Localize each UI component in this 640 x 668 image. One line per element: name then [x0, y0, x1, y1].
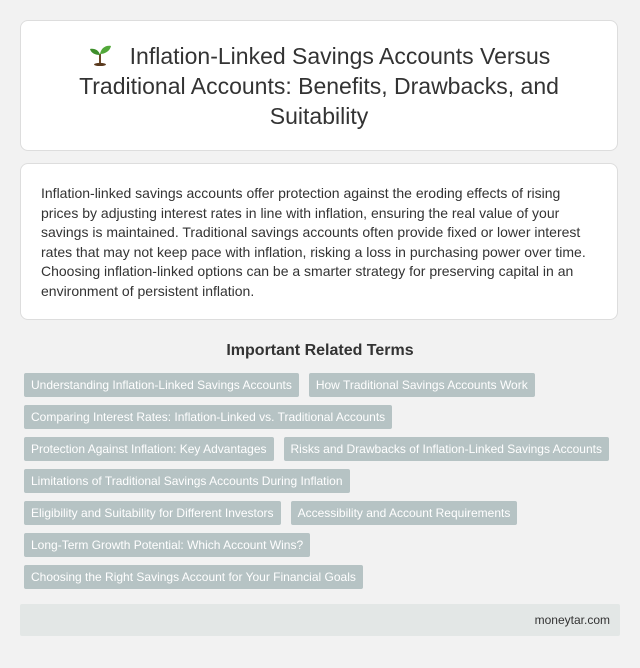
summary-card [20, 163, 618, 320]
term-row [21, 405, 621, 429]
term-tag[interactable]: Protection Against Inflation: Key Advantages [24, 437, 274, 461]
summary-text: Inflation-linked savings accounts offer protection against the eroding effects of rising prices by adjusting interest rates in line with inflation, ensuring the real value of your savings is maintained. Traditional savings accounts often provide fixed or lower interest rates that may not keep pace with inflation, risking a loss in purchasing power over time. Choosing inflation-linked options can be a smarter strategy for preserving capital in an environment of persistent inflation. [41, 185, 586, 299]
title-card [20, 20, 618, 151]
footer [20, 604, 620, 636]
term-row [21, 437, 621, 461]
term-row [21, 565, 621, 589]
term-tag[interactable]: Comparing Interest Rates: Inflation-Linked vs. Traditional Accounts [24, 405, 392, 429]
term-tag[interactable]: How Traditional Savings Accounts Work [309, 373, 535, 397]
term-tag[interactable]: Limitations of Traditional Savings Accounts During Inflation [24, 469, 350, 493]
term-row [21, 533, 621, 557]
page-title [51, 41, 587, 131]
term-tag[interactable]: Choosing the Right Savings Account for Your Financial Goals [24, 565, 363, 589]
term-row [21, 469, 621, 493]
page-title-text: Inflation-Linked Savings Accounts Versus Traditional Accounts: Benefits, Drawbacks, and Suitability [79, 42, 559, 129]
term-tag[interactable]: Eligibility and Suitability for Different Investors [24, 501, 281, 525]
footer-site-link[interactable]: moneytar.com [534, 613, 610, 627]
term-row [21, 373, 621, 397]
term-row [21, 501, 621, 525]
related-terms-heading: Important Related Terms [226, 342, 414, 359]
seedling-icon [88, 42, 112, 66]
related-terms-list [21, 373, 621, 597]
term-tag[interactable]: Risks and Drawbacks of Inflation-Linked Savings Accounts [284, 437, 610, 461]
term-tag[interactable]: Long-Term Growth Potential: Which Account Wins? [24, 533, 310, 557]
term-tag[interactable]: Accessibility and Account Requirements [291, 501, 518, 525]
term-tag[interactable]: Understanding Inflation-Linked Savings Accounts [24, 373, 299, 397]
